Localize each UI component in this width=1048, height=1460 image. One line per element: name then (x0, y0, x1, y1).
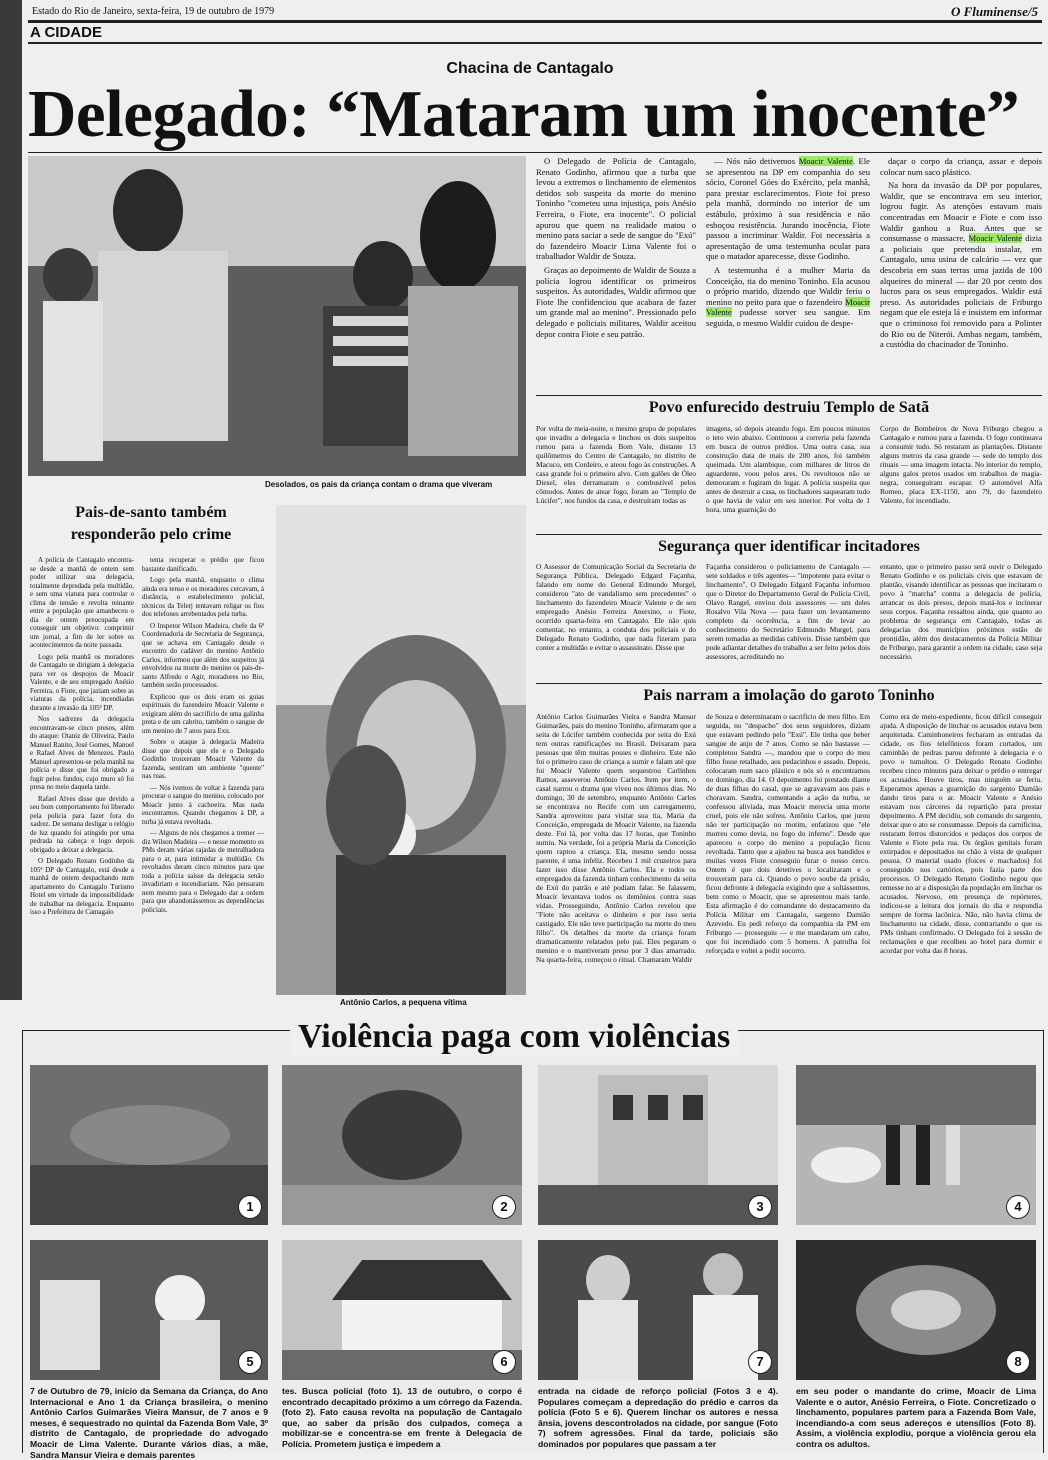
gallery-caption-col-3: entrada na cidade de reforço policial (Fotos 3 e 4). Populares começam a depredação do prédio e carros da polícia (Foto 5 e 6). Querem linchar os autores e nessa ânsia, jovens descontrolados na cidade, por sangue (Foto 7) sofrem agressões. Final da tarde, policiais são dominados por populares que passam a ter (538, 1386, 778, 1449)
pais-rule (536, 683, 1042, 684)
headline-rule (28, 152, 1042, 153)
photo-number-badge: 1 (238, 1195, 262, 1219)
photo-number-badge: 3 (748, 1195, 772, 1219)
highlight: Moacir Valente (968, 233, 1023, 244)
boy-photo-caption: Antônio Carlos, a pequena vítima (340, 998, 467, 1007)
side-headline (28, 502, 274, 546)
gallery-photo-6 (282, 1240, 522, 1380)
side-paragraph: Nos sadrezes da delegacia encontravam-se cinco presos, além do ataque: Otaniz de Oliveira, Paulo Manuel Ranito, José Gomes, Manoel e Rafael Alves de Menezes. Paulo Manuel apresentou-se pela manhã na polícia e disse que foi obrigado a fugir pelos fundos, cujo muro só foi presa no meio daquela tarde. (30, 715, 134, 791)
side-paragraph: Rafael Alves disse que devido a seu bom comportamento foi liberado pela policia para fazer fora do xadrez. De semana desligar o relógio de luz quando foi atingido por uma pedrada na cabeça e logo depois obrigado a deixar a delegacia. (30, 794, 134, 854)
headline: Delegado: “Mataram um inocente” (28, 77, 1020, 151)
paper-logo (951, 4, 1038, 20)
section-rule (28, 42, 1042, 44)
main-story-paragraph: O Delegado de Polícia de Cantagalo, Renato Godinho, afirmou que a turba que levou a extremos o linchamento de elementos detidos sob suspeita da morte do menino Toninho "cometeu uma injustiça, pois Anésio Ferreira, o Fiote, era inocente". O policial apurou que quem na realidade matou o menino para saciar a sede de sangue do "Exú" do fazendeiro Moacir Lima Valente foi o trabalhador Waldir de Souza. (536, 156, 696, 262)
gallery-caption-col-4: em seu poder o mandante do crime, Moacir de Lima Valente e o autor, Anésio Ferreira, o Fiote. Concretizado o linchamento, populares partem para a Fazenda Bom Vale, incendiando-a com seus adereços e utensílios (Foto 8). Assim, a violência explodiu, porque a violência gerou ela contra os adultos. (796, 1386, 1036, 1449)
gallery-photo-8 (796, 1240, 1036, 1380)
side-paragraph: O Delegado Renato Godinho da 105ª DP de Cantagalo, está desde a manhã de ontem despachando num apartamento do Cantagalo Turismo Hotel em virtude da impossibilidade de trabalhar na delegacia. Enquanto isso a Prefeitura de Cantagalo (30, 857, 134, 916)
gallery-photo-4 (796, 1065, 1036, 1225)
photo-number-badge: 7 (748, 1350, 772, 1374)
pais-headline: Pais narram a imolação do garoto Toninho (643, 687, 935, 704)
side-paragraph: Explicou que os dois eram os guias espirituais do fazendeiro Moacir Valente e exigiram além do sacrifício de uma galinha preta e de um cabrito, também o sangue de um menino de 7 anos para Exu. (142, 692, 264, 735)
seg-rule (536, 534, 1042, 535)
pais-col-3: Como era de meio-expediente, ficou difícil conseguir ajuda. A disposição de linchar os acusados estava bem arquitetada. Caminhoneiros fecharam as entradas da cidade, os fios telefônicos foram cortados, um caminhão de pedras parou defronte à delegacia e o povo o tumultou. O Delegado Renato Godinho recebeu cinco minutos para deixar o prédio e entregar os acusados. Houve tiros, mas ninguém se feriu. Esperamos apenas a guarnição do sargento Damião dando tiros para o ar. Moacir Valente e Anésio estavam nos cárceres da repartição para prestar depoimento. A PM decidiu, sob comando do sargento, deixar que o ato se consumasse. Depois da carnificina, restaram ferros distorcidos e pedaços dos corpos de Valente e Fiote pela rua. Os órgãos genitais foram extirpados e depositados no chão à vista de qualquer pessoa. O material usado (foices e machados) foi conseguido nos cartórios, pois fazia parte dos processos. O Delegado Renato Godinho negou que remesse no ar a disposição da população em linchar os acusados. Nervoso, em presença de repórteres, indicou-se a leitura dos jornais do dia e respondia sempre de forma lacônica. Não, não havia clima de linchamento na cidade, disse, contrariando o que os PMs tinham confirmado. O Delegado foi à sessão de reclamações e que recolheu ao hotel para dormir e acordar por volta das 8 horas. (880, 712, 1042, 955)
photo-number-badge: 5 (238, 1350, 262, 1374)
main-story-paragraph: A testemunha é a mulher Maria da Conceição, tia do menino Toninho. Ela acusou o próprio marido, dizendo que Waldir feriu o menino no peito para que o fazendeiro Moacir Valente pudesse sorver seu sangue. Em seguida, o mesmo Waldir cuidou de despe- (706, 264, 870, 328)
photo-number-badge: 8 (1006, 1350, 1030, 1374)
seg-col-1: O Assessor de Comunicação Social da Secretaria de Segurança Pública, Delegado Edgard Façanha, falando em nome do General Edmundo Murgel, considerou "ato de vandalismo sem precedentes" o linchamento do fazendeiro Moacir Valente e de seu empregado Anésio Ferreira Anersino, o Fiote, ocorrido quarta-feira em Cantagalo. Ele não quis comentar, no entanto, a conduta dos policiais e do Delegado Renato Godinho, que nada fizeram para conter a multidão e evitar o assassinato. Disse que (536, 562, 696, 652)
main-story-paragraph: — Nós não detivemos Moacir Valente. Ele se apresentou na DP em companhia do seu sócio, Coronel Góes do Exército, pela manhã, para prestar esclarecimentos. Fiote foi preso pela manhã, dormindo no interior de um estábulo, próximo à sua residência e não esboçou resistência. Jurando inocência, Fiote passou a incriminar Waldir. Foi necessária a apresentação de uma testemunha ocular para que o matador aparecesse, disse Godinho. (706, 156, 870, 262)
pais-col-1: Antônio Carlos Guimarães Vieira e Sandra Mansur Guimarães, pais do menino Toninho, afirmaram que a seita de Lúcifer também conhecida por seita do Exú tem outras ramificações no Brasil. Deixaram para pessoas que têm muitas posses e dinheiro. Este não foi o primeiro caso de criança a sumir e falam até que foi Moacir Valente quem sequestrou Carlinhos Ramos, asseverou Antônio Carlos. Item por item, o casal narrou o drama que viveu nos últimos dias. No domingo, 30 de setembro, enquanto Antônio Carlos se encontrava no Recife com um carregamento, Sandra aproveitou para visitar sua tia, Maria da Conceição, empregada de Moacir Valente, na fazenda deste. Foi lá, por volta das 17 horas, que Toninho sumiu. Na verdade, foi a própria Maria da Conceição quem raptou a criança. Ela, mesmo sendo nossa parente, é uma infeliz. Recebeu 1 mil cruzeiros para fazer isso disse Antônio Carlos. Ela e todos os empregados da fazenda tinham conhecimento da seita de Exú do patrão e até podiam falar. Se falassem, Moacir levantava todos os demônios contra suas vidas. Prosseguindo, Antônio Carlos revelou que "Fiote não aceitava o dinheiro e por isso seria castigado. Ele não teve participação na morte do meu filho". Os detalhes da morte da criança foram dramaticamente relatados pelo pai. Eles pegaram o menino e o mantiveram preso por 3 dias amarrado. Na quarta-feira, começou o ritual. Chamaram Waldir (536, 712, 696, 964)
family-photo-caption: Desolados, os pais da criança contam o drama que viveram (265, 480, 493, 489)
side-paragraph: Logo pela manhã, enquanto o clima ainda era tenso e os moradores cercavam, à distância, o estabelecimento policial, técnicos da Telerj tentavam religar os fios dos telefones arrebentados pela turba. (142, 576, 264, 618)
seg-col-2: Façanha considerou o policiamento de Cantagalo — sete soldados e três agentes— "impotente para evitar o linchamento". O Delegado Edgard Façanha informou que o Diretor do Departamento Geral de Polícia Civil, Olavo Rangel, enviou dois assessores — um deles Rosalvo Vila Nova — para fazer um levantamento completo da ocorrência, a fim de levar ao conhecimento do Secretário Edmundo Murgel, para serem tomadas as medidas cabíveis. Disse também que pode adiantar detalhes do trabalho a ser feito pelos dois assessores, acreditando no (706, 562, 870, 661)
photo-number-badge: 6 (492, 1350, 516, 1374)
seg-col-3: entanto, que o primeiro passo será ouvir o Delegado Renato Godinho e os policiais civis que estavam de plantão, visando identificar as pessoas que incitaram o povo à "marcha" contra a delegacia de polícia, arrancar os dois presos, depois matá-los e incinerar seus corpos. Façanha ressaltou ainda, que quanto ao problema de segurança em Cantagalo, todas as delegacias dos municípios próximos estão de prontidão, além dos destacamentos da Polícia Militar de Friburgo, para garantir a ordem na cidade, caso seja necessário. (880, 562, 1042, 661)
side-paragraph: — Alguns de nós chegamos a tremer — diz Wilson Madeira — e nesse momento os PMs deram várias rajadas de metralhadora para o ar, para intimidar a multidão. Os revoltados deram cinco minutos para que toda a polícia saísse da delegacia senão invadiriam e incendiariam. Não pensaram nem mesmo para o Delegado dar a ordem para que abandonássemos as dependências policiais. (142, 829, 264, 914)
side-paragraph: — Nós ivemos de voltar à fazenda para procurar o sangue do menino, colocado por Moacir junto à cachoeira. Mas nada encontramos. Quando chegamos à DP, a turba já estava revoltada. (142, 783, 264, 826)
boy-photo (276, 505, 526, 995)
main-story-col-2 (706, 156, 870, 411)
main-story-paragraph: Graças ao depoimento de Waldir de Souza a polícia logrou identificar os primeiros suspeitos. Às autoridades, Waldir afirmou que Fiote lhe confidenciou que acabara de fazer um grande mal ao menino". Pressionado pelo delegado e policiais militares, Waldir aceitou depor contra Fiote e seu patrão. (536, 264, 696, 339)
povo-col-2: imagens, só depois ateando fogo. Em poucos minutos o teto veio abaixo. Continuou a correria pela fazenda em busca de outros prédios. Uma outra casa, sua construção data de mais de 200 anos, foi também queimada. Um alambique, com milhares de litros de aguardente, voou pelos ares. Os revoltosos não se demoraram e fugiram do lugar. A polícia suspeita que antes de destruir a casa, os linchadores saquearam tudo o que havia de valor em seu interior. Por volta de 1 hora, uma guarnição do (706, 424, 870, 514)
side-headline-line-2: responderão pelo crime (70, 526, 232, 543)
gallery-caption-col-2: tes. Busca policial (foto 1). 13 de outubro, o corpo é encontrado decapitado próximo a um córrego da Fazenda. (foto 2). Fato causa revolta na população de Cantagalo que, ao saber da prisão dos culpados, começa a mobilizar-se e concentra-se em frente à Delegacia de Polícia. Prometem justiça e impedem a (282, 1386, 522, 1449)
page-number: /5 (1027, 4, 1038, 19)
main-story-paragraph: daçar o corpo da criança, assar e depois colocar num saco plástico. (880, 156, 1042, 177)
povo-headline: Povo enfurecido destruiu Templo de Satã (648, 399, 930, 416)
side-headline-line-1: Pais-de-santo também (75, 504, 227, 521)
povo-col-1: Por volta de meia-noite, o mesmo grupo de populares que invadiu a delegacia e linchou os dois suspeitos rumou para a fazenda Bom Vale, distante 13 quilômetros do Centro de Cantagalo, no distrito de Macuco, em Cordeiro, e ateou fogo às construções. A casa grande foi o primeiro alvo. Com galões de Óleo Diesel, eles derramaram o combustível pelos cômodos. Antes de atear fogo, foram ao "Templo de Lúcifer", nos fundos da casa, e destruíram todas as (536, 424, 696, 505)
gallery-photo-1 (30, 1065, 268, 1225)
povo-rule (536, 395, 1042, 396)
side-paragraph: Logo pela manhã os moradores de Cantagalo se dirigiam à delegacia para ver os despojos de Moacir Valente, e de seu empregado Anésio Ferreira, o Fiote, que jaziam sobre as viaturas da polícia, incendiadas durante a invasão da 105ª DP. (30, 652, 134, 712)
seg-headline: Segurança quer identificar incitadores (658, 538, 920, 555)
paper-name: O Fluminense (950, 4, 1028, 19)
side-paragraph: A polícia de Cantagalo encontra-se desde a manhã de ontem sem poder utilizar sua delegacia, totalmente depredada pela multidão, e sem uma viatura para controlar o clima de tensão e revolta reinante entre a população que amanheceu o dia de ontem preocupada em conseguir um objetivo: comprimir um jornal, a fim de ler sobre os acontecimentos da noite passada. (30, 556, 134, 649)
section-label: A CIDADE (30, 24, 102, 41)
pais-col-2: de Souza e determinaram o sacrifício de meu filho. Em seguida, no "despacho" dos seus seguidores, diziam que estavam pedindo pelo "Exú". Ele tinha que beber sangue de anjo de 7 anos. Como se não bastasse — completou Sandra —, mandou que o corpo do meu filho fosse retalhado, aos pedacinhos e assado. Depois, colocaram num saco plástico e nós só o encontramos no domingo, dia 14. O depoimento foi prestado diante de duas filhas do casal, que se agravavam aos pais e choravam. Sandra, comentando a ação da turba, se confessou aliviada, mas Moacir merecia uma morte cruel, pois ele não sofreu. Antônio Carlos, que jurou não ter participação no motim, enfatizou que "ele morreu como devia, no fogo do inferno". Desde que apareceu o corpo do menino a população ficou revoltada. Tanto que a ajudou na busca aos bandidos e muitas vezes Fiote conseguiu furar o nosso cerco. Ontem é que dois detetives o localizaram e o trouxeram para cá. Quando o povo soube da prisão, ficou defronte à delegacia exigindo que a soltássemos, bem como o Moacir, que se apresentou mais tarde. Esta afirmação é do comandante do destacamento da Polícia Militar em Cantagalo, sargento Damião Azevedo. Eu pedi reforço da companhia da PM em Friburgo — prosseguiu — e me mandaram um cabo, que foi incendiado com 5 homens. A patrulha foi reforçada e voltei a pedir socorro. (706, 712, 870, 955)
side-paragraph: tenta recuperar o prédio que ficou bastante danificado. (142, 556, 264, 573)
left-margin-bar (0, 0, 22, 1000)
side-paragraph: Sobre o ataque à delegacia Madeira disse que depois que ele e o Delegado Godinho trouxeram Moacir Valente da fazenda, sentiram um ambiente "quente" nas ruas. (142, 738, 264, 780)
photo-number-badge: 2 (492, 1195, 516, 1219)
main-story-col-1 (536, 156, 696, 411)
family-photo (28, 156, 526, 476)
photo-number-badge: 4 (1006, 1195, 1030, 1219)
gallery-photo-2 (282, 1065, 522, 1225)
main-story-paragraph: Na hora da invasão da DP por populares, Waldir, que se encontrava em seu interior, logrou fugir. As atenções estavam mais concentradas em Moacir e Fiote e com isso Waldir ganhou a Rua. Antes que se consumasse o massacre, Moacir Valente dizia a policiais que pretendia instalar, em Cantagalo, uma usina de calcário — vez que descobria em suas terras uma jazida de 100 alqueires do mineral — dar 20 por cento dos lucros para os seus empregados. Waldir está preso. As autoridades policiais de Friburgo negam que ele esteja lá e insistem em informar que o criminoso foi removido para a Polinter do Rio ou de Niterói. Ambas negam, também, a custódia do chacinador de Toninho. (880, 180, 1042, 350)
side-paragraph: O Inspetor Wilson Madeira, chefe da 6ª Coordenadoria de Secretaria de Segurança, que se achava em Cantagalo desde o encontro do cadáver do menino Antônio Carlos, informou que além dos suspeitos já envolvidos na morte do menino os pais-de-santo Alfredo e Agir, moradores no Rio, também serão processados. (142, 621, 264, 689)
kicker: Chacina de Cantagalo (446, 60, 614, 77)
side-col-a (30, 556, 134, 1012)
highlight: Moacir Valente (798, 156, 853, 166)
gallery-photo-7 (538, 1240, 778, 1380)
highlight: Moacir Valente (706, 296, 870, 318)
side-col-b (142, 556, 264, 1012)
gallery-caption-col-1: 7 de Outubro de 79, início da Semana da Criança, do Ano Internacional e Ano 1 da Criança brasileira, o menino Antônio Carlos Guimarães Vieira Mansur, de 7 anos e 9 meses, é sequestrado no quintal da Fazenda Bom Vale, 3º distrito de Cantagalo, de propriedade do advogado Moacir de Lima Valente. Durante vários dias, a mãe, Sandra Mansur Vieira e demais parentes (30, 1386, 268, 1460)
top-rule (28, 20, 1042, 23)
gallery-photo-3 (538, 1065, 778, 1225)
gallery-title: Violência paga com violências (290, 1018, 738, 1056)
povo-col-3: Corpo de Bombeiros de Nova Friburgo chegou a Cantagalo e rumou para a fazenda. O fogo continuava a consumir tudo. Só restaram as plantações. Distante alguns metros da casa grande — sede do templo dos rituais — uma imagem intacta. No interior do templo, alguns galos pretos usados em trabalhos de magia-negra, conseguiram escapar. O automóvel Alfa Romeo, placa EX-1150, ano 79, do fazendeiro Valente, foi incendiado. (880, 424, 1042, 505)
gallery-photo-5 (30, 1240, 268, 1380)
dateline: Estado do Rio de Janeiro, sexta-feira, 19 de outubro de 1979 (32, 6, 275, 17)
main-story-col-3 (880, 156, 1042, 411)
